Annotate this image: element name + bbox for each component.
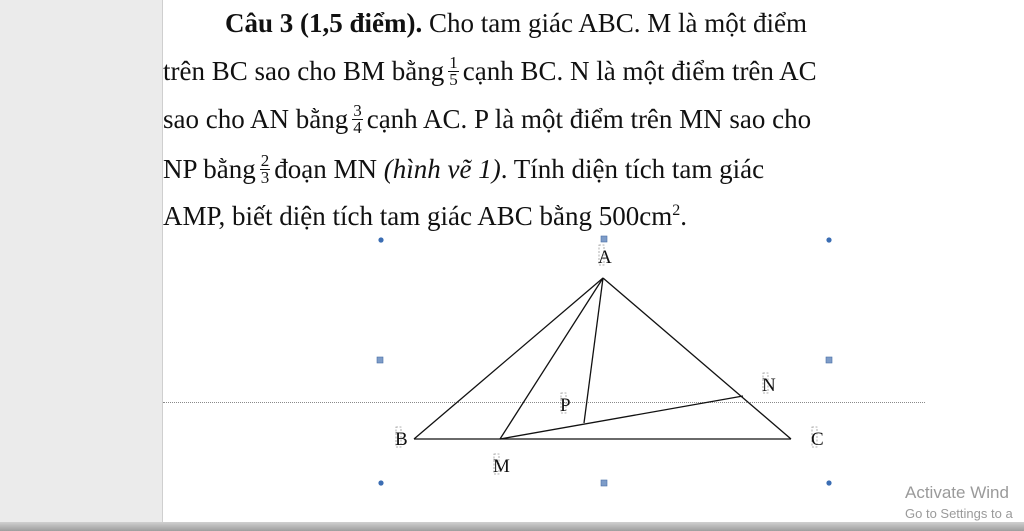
problem-text: . Tính diện tích tam giác [500, 154, 765, 184]
point-label-M: M [493, 456, 510, 477]
problem-text: AMP, biết diện tích tam giác ABC bằng 500cm [163, 201, 673, 231]
figure-lines [414, 278, 791, 439]
selection-handle[interactable] [377, 357, 383, 363]
segment-AM [500, 278, 603, 439]
point-label-B: B [395, 429, 408, 450]
fraction-one-fifth: $\frac{1}{5}$ [449, 53, 458, 90]
selection-handle[interactable] [378, 237, 383, 242]
segment-AC [603, 278, 791, 439]
problem-text: trên BC sao cho BM bằng [163, 56, 445, 86]
point-label-N: N [762, 375, 776, 396]
problem-text: cạnh BC. N là một điểm trên AC [462, 56, 817, 86]
question-title: Câu 3 (1,5 điểm). [225, 8, 423, 38]
superscript-two: 2 [672, 202, 681, 219]
problem-text: . [680, 201, 687, 231]
selection-handle[interactable] [826, 237, 831, 242]
fraction-two-thirds: $\frac{2}{3}$ [260, 151, 270, 188]
point-label-P: P [560, 395, 571, 416]
problem-text: NP bằng [163, 154, 256, 184]
selection-handle[interactable] [601, 480, 607, 486]
page-bottom-edge [0, 522, 1024, 531]
segment-MN [500, 396, 743, 439]
selection-handle[interactable] [378, 480, 383, 485]
figure-reference: (hình vẽ 1) [383, 154, 501, 184]
problem-text: Cho tam giác ABC. M là một điểm [422, 8, 807, 38]
segment-AP [584, 278, 603, 423]
point-label-A: A [598, 247, 612, 268]
selection-handle[interactable] [826, 357, 832, 363]
problem-text: sao cho AN bằng [163, 104, 349, 134]
problem-text: cạnh AC. P là một điểm trên MN sao cho [366, 104, 812, 134]
activation-watermark-title: Activate Wind [905, 483, 1009, 502]
selection-handle[interactable] [826, 480, 831, 485]
fraction-three-quarters: $\frac{3}{4}$ [353, 101, 362, 138]
segment-AB [414, 278, 603, 439]
problem-text: đoạn MN [274, 154, 377, 184]
selection-handle[interactable] [601, 236, 607, 242]
point-label-C: C [811, 429, 824, 450]
activation-watermark-subtitle[interactable]: Go to Settings to a [905, 506, 1013, 521]
